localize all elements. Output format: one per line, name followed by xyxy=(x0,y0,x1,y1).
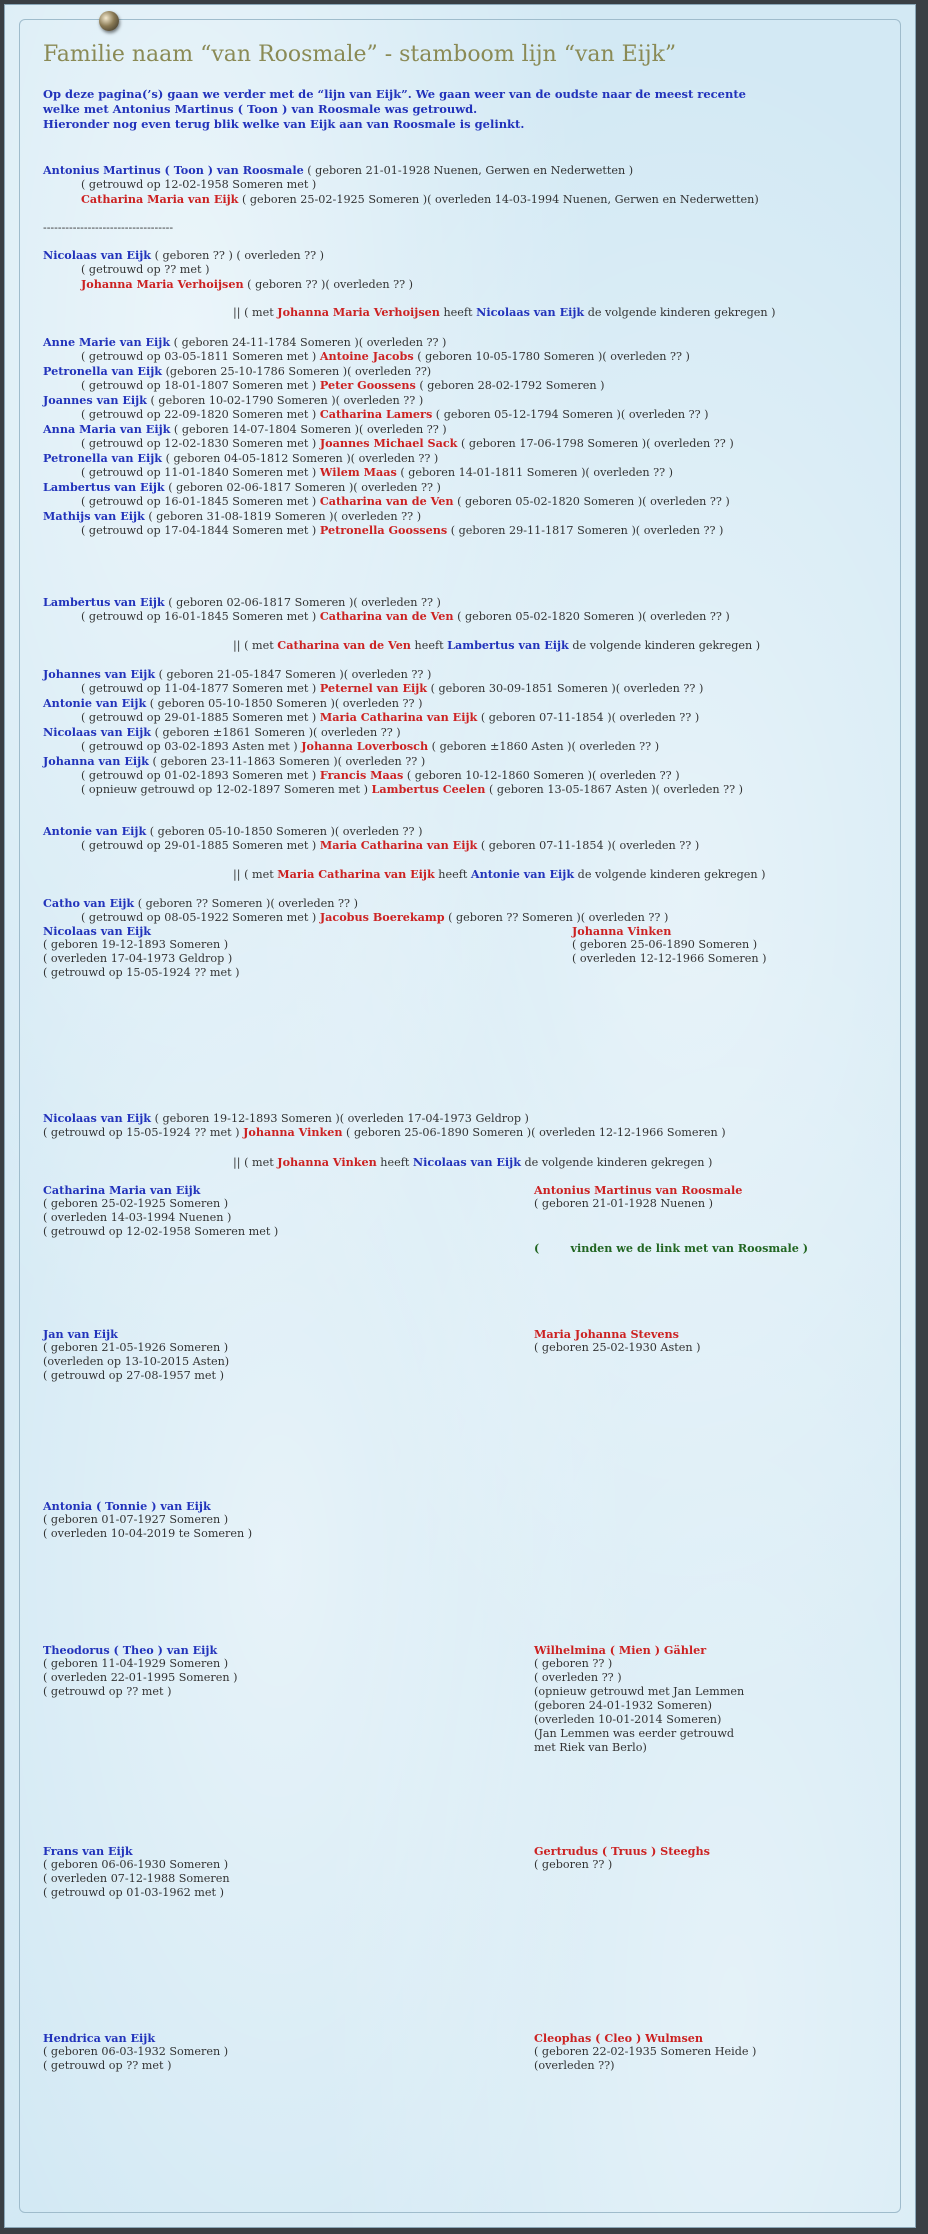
mother-name: Maria Catharina van Eijk xyxy=(277,867,435,881)
family1-spouse xyxy=(81,192,759,208)
spouse-name: Johanna Vinken xyxy=(572,924,672,938)
child-name: Petronella van Eijk xyxy=(43,451,163,465)
family5-married xyxy=(43,1125,726,1141)
family1-head xyxy=(43,163,633,179)
child-married xyxy=(81,349,690,365)
person-name: Lambertus van Eijk xyxy=(43,595,165,609)
child-name: Catho van Eijk xyxy=(43,896,135,910)
person-info: ( geboren ?? ) ( overleden ?? ) xyxy=(151,249,325,262)
spouse-name: Johanna Loverbosch xyxy=(301,739,429,753)
family1-married: ( getrouwd op 12-02-1958 Someren met ) xyxy=(81,178,317,191)
spouse-detail: ( geboren ?? ) xyxy=(534,1657,613,1670)
family2-head xyxy=(43,248,324,264)
spouse-name: Johanna Vinken xyxy=(243,1125,343,1139)
family2-children-heading xyxy=(233,305,776,321)
mother-name: Catharina van de Ven xyxy=(277,638,411,652)
spouse-detail: ( geboren 22-02-1935 Someren Heide ) xyxy=(534,2045,757,2058)
spouse-info: ( geboren 13-05-1867 Asten )( overleden ?? ) xyxy=(485,783,744,796)
spouse-info: ( geboren 05-02-1820 Someren )( overleden ?? ) xyxy=(453,610,730,623)
married-text: ( opnieuw getrouwd op 12-02-1897 Someren met ) xyxy=(81,783,372,796)
father-name: Nicolaas van Eijk xyxy=(412,1155,521,1169)
person-name: Nicolaas van Eijk xyxy=(43,248,152,262)
heading-text: de volgende kinderen gekregen ) xyxy=(568,639,761,652)
child-name: Lambertus van Eijk xyxy=(43,480,165,494)
spouse-detail: ( overleden ?? ) xyxy=(534,1671,622,1684)
child-name: Joannes van Eijk xyxy=(43,393,147,407)
child-info: ( geboren 14-07-1804 Someren )( overleden ?? ) xyxy=(170,423,447,436)
child-info: ( geboren 31-08-1819 Someren )( overleden ?? ) xyxy=(144,510,422,523)
spouse-name-text: Cleophas ( Cleo ) Wulmsen xyxy=(534,2031,704,2045)
child-info: ( geboren ±1861 Someren )( overleden ?? ) xyxy=(151,726,401,739)
child-detail: ( geboren 21-05-1926 Someren ) xyxy=(43,1341,229,1354)
child-detail: ( getrouwd op 01-03-1962 met ) xyxy=(43,1886,224,1899)
spouse-name: Francis Maas xyxy=(319,768,404,782)
spouse-info: ( geboren 10-12-1860 Someren )( overleden ?? ) xyxy=(403,769,680,782)
married-text: ( getrouwd op 22-09-1820 Someren met ) xyxy=(81,408,320,421)
child-married xyxy=(81,494,730,510)
child-name-text: Hendrica van Eijk xyxy=(43,2031,156,2045)
heading-text: heeft xyxy=(410,639,448,652)
child-married xyxy=(81,378,604,394)
married-text: ( getrouwd op 16-01-1845 Someren met ) xyxy=(81,610,320,623)
spouse-name: Maria Catharina van Eijk xyxy=(319,838,478,852)
spouse-name: Johanna Maria Verhoijsen xyxy=(81,277,244,291)
child-name: Mathijs van Eijk xyxy=(43,509,145,523)
married-text: ( getrouwd op 18-01-1807 Someren met ) xyxy=(81,379,320,392)
heading-text: heeft xyxy=(434,868,471,881)
spouse-info: ( geboren 05-02-1820 Someren )( overleden ?? ) xyxy=(453,495,730,508)
child-name-text: Catharina Maria van Eijk xyxy=(43,1183,201,1197)
father-name: Nicolaas van Eijk xyxy=(476,305,585,319)
spouse-detail: ( geboren 25-06-1890 Someren ) xyxy=(572,938,758,951)
spouse-name: Catharina van de Ven xyxy=(319,609,454,623)
heading-text: de volgende kinderen gekregen ) xyxy=(584,306,776,319)
married-text: ( getrouwd op 29-01-1885 Someren met ) xyxy=(81,839,320,852)
spouse-detail: ( geboren 25-02-1930 Asten ) xyxy=(534,1341,701,1354)
spouse-name-text: Antonius Martinus van Roosmale xyxy=(534,1183,743,1197)
married-text: ( getrouwd op 08-05-1922 Someren met ) xyxy=(81,911,320,924)
child-detail: ( geboren 06-03-1932 Someren ) xyxy=(43,2045,229,2058)
child-info: ( geboren 02-06-1817 Someren )( overleden ?? ) xyxy=(164,481,441,494)
spouse-info: ( geboren 25-06-1890 Someren )( overleden 12-12-1966 Someren ) xyxy=(342,1126,726,1139)
child-info: (geboren 25-10-1786 Someren )( overleden ??) xyxy=(162,365,432,378)
person-name: Nicolaas van Eijk xyxy=(43,1111,152,1125)
child-detail: ( overleden 14-03-1994 Nuenen ) xyxy=(43,1211,232,1224)
spouse-info: ( geboren 05-12-1794 Someren )( overleden ?? ) xyxy=(432,408,709,421)
child-detail: ( geboren 19-12-1893 Someren ) xyxy=(43,938,229,951)
child-name: Nicolaas van Eijk xyxy=(43,725,152,739)
child-name-text: Frans van Eijk xyxy=(43,1844,133,1858)
family2-married: ( getrouwd op ?? met ) xyxy=(81,263,210,276)
mother-name: Johanna Vinken xyxy=(277,1155,377,1169)
child-detail: ( geboren 11-04-1929 Someren ) xyxy=(43,1657,229,1670)
spouse-info: ( geboren 07-11-1854 )( overleden ?? ) xyxy=(477,839,700,852)
spouse-detail: (overleden 10-01-2014 Someren) xyxy=(534,1713,722,1726)
child-married xyxy=(81,681,703,697)
child-married xyxy=(81,739,659,755)
person-name: Antonie van Eijk xyxy=(43,824,147,838)
child-info: ( geboren ?? Someren )( overleden ?? ) xyxy=(134,897,358,910)
spouse-detail: (geboren 24-01-1932 Someren) xyxy=(534,1699,713,1712)
heading-text: de volgende kinderen gekregen ) xyxy=(574,868,766,881)
spouse-info: ( geboren ?? )( overleden ?? ) xyxy=(243,278,414,291)
child-detail: ( getrouwd op ?? met ) xyxy=(43,2059,172,2072)
family5-children-heading xyxy=(233,1155,712,1171)
spouse-name: Maria Catharina van Eijk xyxy=(319,710,478,724)
spouse-detail: ( geboren 21-01-1928 Nuenen ) xyxy=(534,1197,713,1210)
child-name: Anne Marie van Eijk xyxy=(43,335,171,349)
spouse-info: ( geboren 07-11-1854 )( overleden ?? ) xyxy=(477,711,700,724)
father-name: Lambertus van Eijk xyxy=(447,638,569,652)
child-detail: ( geboren 06-06-1930 Someren ) xyxy=(43,1858,229,1871)
spouse-info: ( geboren 10-05-1780 Someren )( overleden ?? ) xyxy=(413,350,690,363)
heading-text: || ( met xyxy=(233,868,278,881)
spouse-name: Wilem Maas xyxy=(319,465,397,479)
child-detail: ( overleden 17-04-1973 Geldrop ) xyxy=(43,952,233,965)
spouse-name: Jacobus Boerekamp xyxy=(319,910,445,924)
intro-line-3: Hieronder nog even terug blik welke van Eijk aan van Roosmale is gelinkt. xyxy=(43,117,525,131)
pushpin-icon xyxy=(99,11,119,31)
spouse-name-text: Maria Johanna Stevens xyxy=(534,1327,679,1341)
spouse-detail: ( overleden 12-12-1966 Someren ) xyxy=(572,952,767,965)
child-detail: ( getrouwd op 12-02-1958 Someren met ) xyxy=(43,1225,279,1238)
heading-text: || ( met xyxy=(233,1156,278,1169)
intro-line-1: Op deze pagina(’s) gaan we verder met de “lijn van Eijk”. We gaan weer van de oudste naar de meest recente xyxy=(43,87,746,101)
child-name-text: Antonia ( Tonnie ) van Eijk xyxy=(43,1499,211,1513)
child-name: Anna Maria van Eijk xyxy=(43,422,171,436)
spouse-info: ( geboren ±1860 Asten )( overleden ?? ) xyxy=(428,740,660,753)
intro-line-2: welke met Antonius Martinus ( Toon ) van Roosmale was getrouwd. xyxy=(43,102,478,116)
child-detail: (overleden op 13-10-2015 Asten) xyxy=(43,1355,230,1368)
spouse-info: ( geboren 29-11-1817 Someren )( overleden ?? ) xyxy=(447,524,724,537)
spouse-detail: met Riek van Berlo) xyxy=(534,1741,647,1754)
child-detail: ( getrouwd op 15-05-1924 ?? met ) xyxy=(43,966,240,979)
child-married xyxy=(81,436,734,452)
spouse-name: Catharina Lamers xyxy=(319,407,433,421)
child-married xyxy=(81,710,699,726)
married-text: ( getrouwd op 11-01-1840 Someren met ) xyxy=(81,466,320,479)
child-info: ( geboren 10-02-1790 Someren )( overleden ?? ) xyxy=(146,394,424,407)
person-name: Antonius Martinus ( Toon ) van Roosmale xyxy=(43,163,304,177)
link-note-text: ( vinden we de link met van Roosmale ) xyxy=(534,1241,809,1255)
spouse-detail: (opnieuw getrouwd met Jan Lemmen xyxy=(534,1685,745,1698)
child-info: ( geboren 23-11-1863 Someren )( overleden ?? ) xyxy=(148,755,426,768)
child-name-text: Theodorus ( Theo ) van Eijk xyxy=(43,1643,218,1657)
spouse-name: Lambertus Ceelen xyxy=(371,782,486,796)
spouse-name-text: Gertrudus ( Truus ) Steeghs xyxy=(534,1844,710,1858)
spouse-info: ( geboren 25-02-1925 Someren )( overleden 14-03-1994 Nuenen, Gerwen en Nederwetten) xyxy=(238,193,759,206)
mother-name: Johanna Maria Verhoijsen xyxy=(277,305,440,319)
spouse-detail: (Jan Lemmen was eerder getrouwd xyxy=(534,1727,735,1740)
child-info: ( geboren 05-10-1850 Someren )( overleden ?? ) xyxy=(146,697,423,710)
spouse-name: Catharina van de Ven xyxy=(319,494,454,508)
child-detail: ( overleden 22-01-1995 Someren ) xyxy=(43,1671,238,1684)
child-name: Antonie van Eijk xyxy=(43,696,147,710)
heading-text: heeft xyxy=(439,306,477,319)
married-text: ( getrouwd op 11-04-1877 Someren met ) xyxy=(81,682,320,695)
spouse-name: Peter Goossens xyxy=(319,378,416,392)
child-info: ( geboren 04-05-1812 Someren )( overleden ?? ) xyxy=(162,452,439,465)
page-title: Familie naam “van Roosmale” - stamboom lijn “van Eijk” xyxy=(43,42,677,67)
married-text: ( getrouwd op 17-04-1844 Someren met ) xyxy=(81,524,320,537)
child-detail: ( getrouwd op ?? met ) xyxy=(43,1685,172,1698)
married-text: ( getrouwd op 03-05-1811 Someren met ) xyxy=(81,350,320,363)
child-detail: ( overleden 10-04-2019 te Someren ) xyxy=(43,1527,253,1540)
married-text: ( getrouwd op 29-01-1885 Someren met ) xyxy=(81,711,320,724)
spouse-name: Catharina Maria van Eijk xyxy=(81,192,239,206)
child-name: Johannes van Eijk xyxy=(43,667,156,681)
child-married xyxy=(81,465,673,481)
married-text: ( getrouwd op 15-05-1924 ?? met ) xyxy=(43,1126,244,1139)
child-detail: ( geboren 25-02-1925 Someren ) xyxy=(43,1197,229,1210)
married-text: ( getrouwd op 16-01-1845 Someren met ) xyxy=(81,495,320,508)
married-text: ( getrouwd op 03-02-1893 Asten met ) xyxy=(81,740,302,753)
spouse-info: ( geboren ?? Someren )( overleden ?? ) xyxy=(444,911,669,924)
father-name: Antonie van Eijk xyxy=(470,867,575,881)
child-married xyxy=(81,523,723,539)
spouse-name: Joannes Michael Sack xyxy=(319,436,458,450)
child-married xyxy=(81,407,709,423)
child-name: Nicolaas van Eijk xyxy=(43,924,152,938)
heading-text: || ( met xyxy=(233,639,278,652)
child-detail: ( overleden 07-12-1988 Someren xyxy=(43,1872,230,1885)
person-info: ( geboren 02-06-1817 Someren )( overleden ?? ) xyxy=(164,596,441,609)
spouse-info: ( geboren 17-06-1798 Someren )( overleden ?? ) xyxy=(457,437,734,450)
spouse-name: Antoine Jacobs xyxy=(319,349,414,363)
child-info: ( geboren 24-11-1784 Someren )( overleden ?? ) xyxy=(170,336,447,349)
child-name: Petronella van Eijk xyxy=(43,364,163,378)
spouse-info: ( geboren 28-02-1792 Someren ) xyxy=(415,379,605,392)
spouse-name-text: Wilhelmina ( Mien ) Gähler xyxy=(534,1643,707,1657)
roosmale-link-note xyxy=(534,1241,808,1257)
child-remarried xyxy=(81,782,743,798)
child-name: Johanna van Eijk xyxy=(43,754,149,768)
married-text: ( getrouwd op 01-02-1893 Someren met ) xyxy=(81,769,320,782)
family4-children-heading xyxy=(233,867,765,883)
spouse-name: Peternel van Eijk xyxy=(319,681,428,695)
page-background xyxy=(4,4,916,2228)
separator: ----------------------------------- xyxy=(43,221,174,234)
spouse-info: ( geboren 30-09-1851 Someren )( overleden ?? ) xyxy=(427,682,704,695)
spouse-detail: ( geboren ?? ) xyxy=(534,1858,613,1871)
family4-married xyxy=(81,838,699,854)
child-info: ( geboren 21-05-1847 Someren )( overleden ?? ) xyxy=(155,668,432,681)
married-text: ( getrouwd op 12-02-1830 Someren met ) xyxy=(81,437,320,450)
spouse-detail: (overleden ??) xyxy=(534,2059,615,2072)
heading-text: heeft xyxy=(376,1156,413,1169)
child-detail: ( getrouwd op 27-08-1957 met ) xyxy=(43,1369,224,1382)
family2-spouse xyxy=(81,277,413,293)
person-info: ( geboren 05-10-1850 Someren )( overleden ?? ) xyxy=(146,825,423,838)
spouse-info: ( geboren 14-01-1811 Someren )( overleden ?? ) xyxy=(396,466,674,479)
person-info: ( geboren 21-01-1928 Nuenen, Gerwen en Nederwetten ) xyxy=(303,164,634,177)
spouse-name: Petronella Goossens xyxy=(319,523,448,537)
heading-text: de volgende kinderen gekregen ) xyxy=(520,1156,713,1169)
heading-text: || ( met xyxy=(233,306,278,319)
family3-married xyxy=(81,609,730,625)
family3-children-heading xyxy=(233,638,760,654)
person-info: ( geboren 19-12-1893 Someren )( overleden 17-04-1973 Geldrop ) xyxy=(151,1112,529,1125)
child-detail: ( geboren 01-07-1927 Someren ) xyxy=(43,1513,229,1526)
child-name-text: Jan van Eijk xyxy=(43,1327,118,1341)
